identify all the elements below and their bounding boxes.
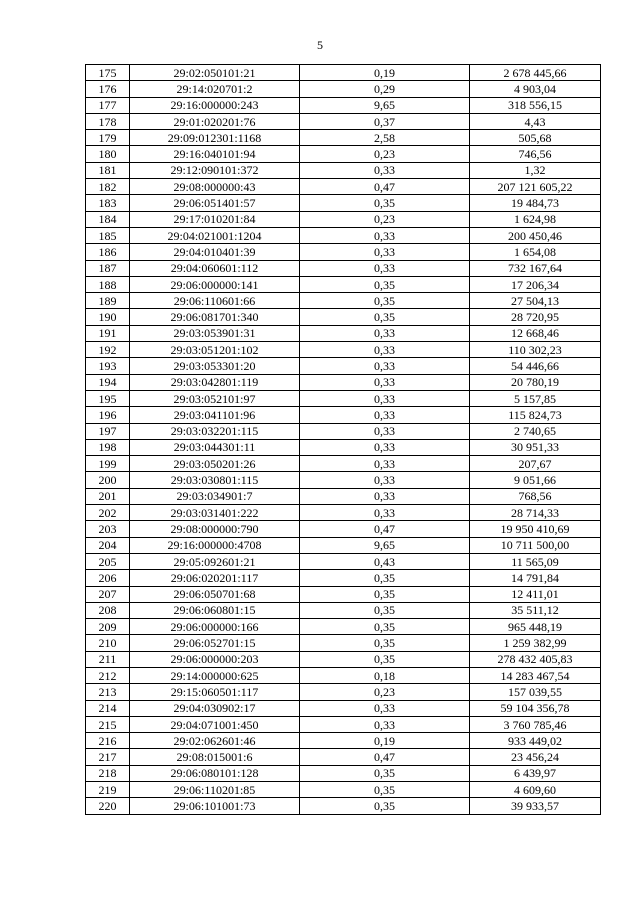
value-cell: 1 624,98 — [470, 211, 601, 227]
row-number-cell: 200 — [86, 472, 130, 488]
table-body — [86, 65, 601, 815]
row-number-cell: 184 — [86, 211, 130, 227]
rate-cell: 0,33 — [300, 505, 470, 521]
rate-cell: 0,23 — [300, 684, 470, 700]
value-cell: 12 411,01 — [470, 586, 601, 602]
row-number-cell: 208 — [86, 602, 130, 618]
row-number-cell: 212 — [86, 667, 130, 683]
table-row — [86, 505, 601, 521]
table-row — [86, 342, 601, 358]
value-cell: 39 933,57 — [470, 798, 601, 814]
row-number-cell: 197 — [86, 423, 130, 439]
row-number-cell: 192 — [86, 342, 130, 358]
table-row — [86, 390, 601, 406]
row-number-cell: 187 — [86, 260, 130, 276]
value-cell: 19 950 410,69 — [470, 521, 601, 537]
row-number-cell: 199 — [86, 456, 130, 472]
rate-cell: 0,35 — [300, 586, 470, 602]
table-row — [86, 65, 601, 81]
table-row — [86, 260, 601, 276]
cadastral-number-cell: 29:14:020701:2 — [130, 81, 300, 97]
cadastral-number-cell: 29:03:050201:26 — [130, 456, 300, 472]
rate-cell: 0,35 — [300, 765, 470, 781]
cadastral-number-cell: 29:06:000000:166 — [130, 619, 300, 635]
table-row — [86, 423, 601, 439]
row-number-cell: 198 — [86, 439, 130, 455]
row-number-cell: 209 — [86, 619, 130, 635]
rate-cell: 0,47 — [300, 521, 470, 537]
value-cell: 9 051,66 — [470, 472, 601, 488]
cadastral-number-cell: 29:03:053901:31 — [130, 325, 300, 341]
cadastral-number-cell: 29:03:044301:11 — [130, 439, 300, 455]
cadastral-number-cell: 29:06:000000:141 — [130, 276, 300, 292]
row-number-cell: 189 — [86, 293, 130, 309]
value-cell: 5 157,85 — [470, 390, 601, 406]
row-number-cell: 190 — [86, 309, 130, 325]
row-number-cell: 218 — [86, 765, 130, 781]
table-row — [86, 651, 601, 667]
cadastral-number-cell: 29:06:020201:117 — [130, 570, 300, 586]
value-cell: 35 511,12 — [470, 602, 601, 618]
row-number-cell: 180 — [86, 146, 130, 162]
rate-cell: 0,33 — [300, 423, 470, 439]
cadastral-number-cell: 29:04:071001:450 — [130, 716, 300, 732]
table-row — [86, 733, 601, 749]
value-cell: 4 609,60 — [470, 782, 601, 798]
cadastral-number-cell: 29:03:041101:96 — [130, 407, 300, 423]
table-row — [86, 635, 601, 651]
rate-cell: 0,33 — [300, 342, 470, 358]
table-row — [86, 472, 601, 488]
cadastral-number-cell: 29:14:000000:625 — [130, 667, 300, 683]
value-cell: 20 780,19 — [470, 374, 601, 390]
row-number-cell: 176 — [86, 81, 130, 97]
row-number-cell: 204 — [86, 537, 130, 553]
cadastral-number-cell: 29:05:092601:21 — [130, 553, 300, 569]
value-cell: 2 740,65 — [470, 423, 601, 439]
cadastral-number-cell: 29:02:062601:46 — [130, 733, 300, 749]
value-cell: 3 760 785,46 — [470, 716, 601, 732]
cadastral-number-cell: 29:06:101001:73 — [130, 798, 300, 814]
value-cell: 505,68 — [470, 130, 601, 146]
value-cell: 11 565,09 — [470, 553, 601, 569]
row-number-cell: 202 — [86, 505, 130, 521]
value-cell: 14 283 467,54 — [470, 667, 601, 683]
table-row — [86, 553, 601, 569]
cadastral-number-cell: 29:17:010201:84 — [130, 211, 300, 227]
value-cell: 1 654,08 — [470, 244, 601, 260]
value-cell: 732 167,64 — [470, 260, 601, 276]
row-number-cell: 182 — [86, 179, 130, 195]
cadastral-number-cell: 29:06:081701:340 — [130, 309, 300, 325]
value-cell: 110 302,23 — [470, 342, 601, 358]
table-row — [86, 749, 601, 765]
value-cell: 1 259 382,99 — [470, 635, 601, 651]
value-cell: 207,67 — [470, 456, 601, 472]
table-row — [86, 293, 601, 309]
rate-cell: 0,47 — [300, 179, 470, 195]
cadastral-number-cell: 29:15:060501:117 — [130, 684, 300, 700]
rate-cell: 0,33 — [300, 716, 470, 732]
rate-cell: 0,47 — [300, 749, 470, 765]
value-cell: 28 720,95 — [470, 309, 601, 325]
rate-cell: 0,33 — [300, 244, 470, 260]
rate-cell: 0,33 — [300, 700, 470, 716]
value-cell: 23 456,24 — [470, 749, 601, 765]
value-cell: 59 104 356,78 — [470, 700, 601, 716]
table-row — [86, 782, 601, 798]
value-cell: 200 450,46 — [470, 227, 601, 243]
row-number-cell: 210 — [86, 635, 130, 651]
rate-cell: 2,58 — [300, 130, 470, 146]
value-cell: 768,56 — [470, 488, 601, 504]
row-number-cell: 177 — [86, 97, 130, 113]
row-number-cell: 186 — [86, 244, 130, 260]
cadastral-number-cell: 29:16:040101:94 — [130, 146, 300, 162]
cadastral-number-cell: 29:03:042801:119 — [130, 374, 300, 390]
table-row — [86, 537, 601, 553]
value-cell: 933 449,02 — [470, 733, 601, 749]
value-cell: 4,43 — [470, 113, 601, 129]
cadastral-number-cell: 29:06:050701:68 — [130, 586, 300, 602]
value-cell: 157 039,55 — [470, 684, 601, 700]
rate-cell: 0,33 — [300, 260, 470, 276]
rate-cell: 0,35 — [300, 635, 470, 651]
table-row — [86, 195, 601, 211]
row-number-cell: 206 — [86, 570, 130, 586]
rate-cell: 0,33 — [300, 472, 470, 488]
row-number-cell: 217 — [86, 749, 130, 765]
row-number-cell: 214 — [86, 700, 130, 716]
rate-cell: 0,19 — [300, 733, 470, 749]
rate-cell: 0,19 — [300, 65, 470, 81]
table-row — [86, 374, 601, 390]
cadastral-number-cell: 29:04:010401:39 — [130, 244, 300, 260]
row-number-cell: 219 — [86, 782, 130, 798]
row-number-cell: 196 — [86, 407, 130, 423]
rate-cell: 0,18 — [300, 667, 470, 683]
value-cell: 746,56 — [470, 146, 601, 162]
cadastral-number-cell: 29:06:052701:15 — [130, 635, 300, 651]
rate-cell: 0,35 — [300, 293, 470, 309]
value-cell: 14 791,84 — [470, 570, 601, 586]
row-number-cell: 183 — [86, 195, 130, 211]
table-row — [86, 309, 601, 325]
cadastral-number-cell: 29:08:000000:790 — [130, 521, 300, 537]
table-row — [86, 325, 601, 341]
table-row — [86, 211, 601, 227]
row-number-cell: 191 — [86, 325, 130, 341]
rate-cell: 0,33 — [300, 227, 470, 243]
rate-cell: 0,43 — [300, 553, 470, 569]
table-row — [86, 586, 601, 602]
rate-cell: 0,35 — [300, 651, 470, 667]
table-row — [86, 113, 601, 129]
cadastral-number-cell: 29:08:015001:6 — [130, 749, 300, 765]
table-row — [86, 179, 601, 195]
cadastral-number-cell: 29:06:080101:128 — [130, 765, 300, 781]
value-cell: 30 951,33 — [470, 439, 601, 455]
rate-cell: 0,33 — [300, 374, 470, 390]
value-cell: 10 711 500,00 — [470, 537, 601, 553]
cadastral-number-cell: 29:09:012301:1168 — [130, 130, 300, 146]
rate-cell: 0,35 — [300, 798, 470, 814]
value-cell: 115 824,73 — [470, 407, 601, 423]
cadastral-number-cell: 29:03:051201:102 — [130, 342, 300, 358]
table-row — [86, 570, 601, 586]
table-row — [86, 521, 601, 537]
table-row — [86, 407, 601, 423]
table-row — [86, 276, 601, 292]
row-number-cell: 181 — [86, 162, 130, 178]
table-row — [86, 765, 601, 781]
rate-cell: 0,33 — [300, 407, 470, 423]
cadastral-number-cell: 29:03:031401:222 — [130, 505, 300, 521]
cadastral-number-cell: 29:06:110601:66 — [130, 293, 300, 309]
cadastral-number-cell: 29:03:030801:115 — [130, 472, 300, 488]
value-cell: 28 714,33 — [470, 505, 601, 521]
table-row — [86, 81, 601, 97]
rate-cell: 0,37 — [300, 113, 470, 129]
table-row — [86, 146, 601, 162]
table-row — [86, 619, 601, 635]
cadastral-number-cell: 29:03:052101:97 — [130, 390, 300, 406]
table-row — [86, 439, 601, 455]
cadastral-number-cell: 29:03:053301:20 — [130, 358, 300, 374]
row-number-cell: 178 — [86, 113, 130, 129]
rate-cell: 0,33 — [300, 488, 470, 504]
rate-cell: 0,35 — [300, 276, 470, 292]
value-cell: 318 556,15 — [470, 97, 601, 113]
value-cell: 2 678 445,66 — [470, 65, 601, 81]
rate-cell: 0,35 — [300, 195, 470, 211]
table-row — [86, 700, 601, 716]
cadastral-number-cell: 29:01:020201:76 — [130, 113, 300, 129]
table-row — [86, 244, 601, 260]
table-row — [86, 456, 601, 472]
row-number-cell: 175 — [86, 65, 130, 81]
table-row — [86, 716, 601, 732]
table-row — [86, 358, 601, 374]
cadastral-number-cell: 29:06:051401:57 — [130, 195, 300, 211]
cadastral-number-cell: 29:06:110201:85 — [130, 782, 300, 798]
rate-cell: 0,33 — [300, 325, 470, 341]
table-row — [86, 667, 601, 683]
rate-cell: 0,33 — [300, 358, 470, 374]
table-row — [86, 162, 601, 178]
table-row — [86, 488, 601, 504]
cadastral-number-cell: 29:04:060601:112 — [130, 260, 300, 276]
row-number-cell: 215 — [86, 716, 130, 732]
value-cell: 19 484,73 — [470, 195, 601, 211]
value-cell: 27 504,13 — [470, 293, 601, 309]
value-cell: 17 206,34 — [470, 276, 601, 292]
rate-cell: 0,35 — [300, 309, 470, 325]
rate-cell: 0,33 — [300, 439, 470, 455]
value-cell: 6 439,97 — [470, 765, 601, 781]
data-table — [85, 64, 601, 815]
row-number-cell: 220 — [86, 798, 130, 814]
cadastral-number-cell: 29:03:034901:7 — [130, 488, 300, 504]
row-number-cell: 188 — [86, 276, 130, 292]
value-cell: 4 903,04 — [470, 81, 601, 97]
table-row — [86, 798, 601, 814]
cadastral-number-cell: 29:06:060801:15 — [130, 602, 300, 618]
rate-cell: 0,33 — [300, 390, 470, 406]
value-cell: 965 448,19 — [470, 619, 601, 635]
row-number-cell: 203 — [86, 521, 130, 537]
rate-cell: 9,65 — [300, 537, 470, 553]
cadastral-number-cell: 29:06:000000:203 — [130, 651, 300, 667]
value-cell: 12 668,46 — [470, 325, 601, 341]
row-number-cell: 216 — [86, 733, 130, 749]
row-number-cell: 205 — [86, 553, 130, 569]
row-number-cell: 211 — [86, 651, 130, 667]
value-cell: 278 432 405,83 — [470, 651, 601, 667]
table-row — [86, 602, 601, 618]
page-number: 5 — [317, 38, 323, 52]
row-number-cell: 179 — [86, 130, 130, 146]
value-cell: 54 446,66 — [470, 358, 601, 374]
rate-cell: 0,35 — [300, 619, 470, 635]
row-number-cell: 193 — [86, 358, 130, 374]
cadastral-number-cell: 29:16:000000:243 — [130, 97, 300, 113]
rate-cell: 0,35 — [300, 602, 470, 618]
cadastral-number-cell: 29:04:030902:17 — [130, 700, 300, 716]
cadastral-number-cell: 29:02:050101:21 — [130, 65, 300, 81]
table-row — [86, 130, 601, 146]
value-cell: 1,32 — [470, 162, 601, 178]
cadastral-number-cell: 29:16:000000:4708 — [130, 537, 300, 553]
cadastral-number-cell: 29:08:000000:43 — [130, 179, 300, 195]
row-number-cell: 207 — [86, 586, 130, 602]
row-number-cell: 195 — [86, 390, 130, 406]
rate-cell: 0,35 — [300, 570, 470, 586]
row-number-cell: 185 — [86, 227, 130, 243]
cadastral-number-cell: 29:12:090101:372 — [130, 162, 300, 178]
row-number-cell: 201 — [86, 488, 130, 504]
table-row — [86, 97, 601, 113]
table-row — [86, 227, 601, 243]
cadastral-number-cell: 29:04:021001:1204 — [130, 227, 300, 243]
rate-cell: 0,29 — [300, 81, 470, 97]
row-number-cell: 194 — [86, 374, 130, 390]
rate-cell: 0,33 — [300, 162, 470, 178]
rate-cell: 0,23 — [300, 211, 470, 227]
rate-cell: 0,33 — [300, 456, 470, 472]
table-row — [86, 684, 601, 700]
rate-cell: 0,23 — [300, 146, 470, 162]
cadastral-number-cell: 29:03:032201:115 — [130, 423, 300, 439]
row-number-cell: 213 — [86, 684, 130, 700]
rate-cell: 9,65 — [300, 97, 470, 113]
rate-cell: 0,35 — [300, 782, 470, 798]
value-cell: 207 121 605,22 — [470, 179, 601, 195]
